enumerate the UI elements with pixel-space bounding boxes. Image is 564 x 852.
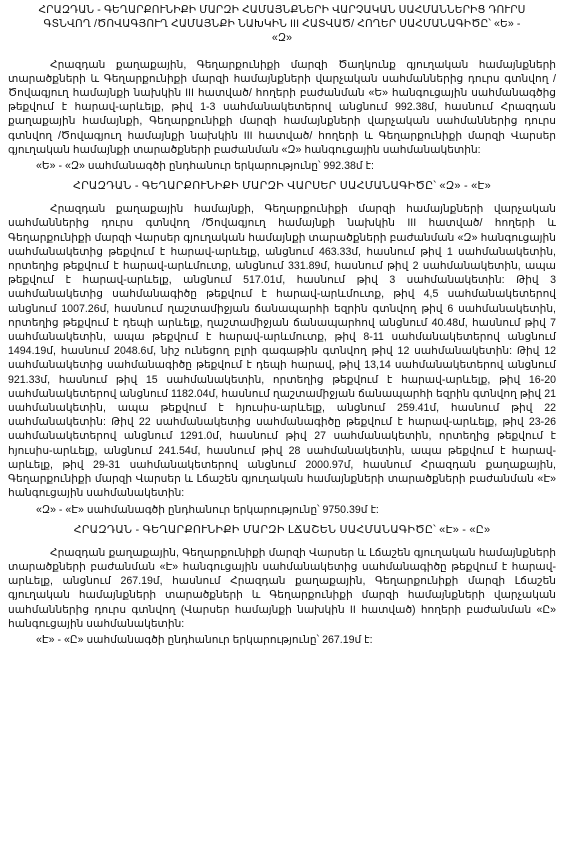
section-paragraph: Հրազդան քաղաքային համայնքի, Գեղարքունիքի մարզի համայնքների վարչական սահմաններից դուրս գտնվող /Ծովագյուղ համայնքի նախկին III հատված/ հողերի և Գեղարքունիքի մարզի Վարսեր գյուղական համայնքի տարածքների բաժանման «Զ» հանգուցային սահմանակետից թեքվում է հարավ-արևելք, անցնում 463.33մ, հասնում թիվ 1 սահմանակետին, որտեղից թեքվում է հարավ-արևմուտք, անցնում 331.89մ, հասնում թիվ 2 սահմանակետին, ապա թեքվում է հարավ-արևելք, անցնում 517.01մ, հասնում թիվ 3 սահմանակետին: Թիվ 3 սահմանակետից սահմանագիծը թեքվում է հարավ-արևմուտք, թիվ 4,5 սահմանակետերով անցնում 1007.26մ, հասնում ղաշտամիջյան ճանապարհի եզրին գտնվող թիվ 6 սահմանակետին, որտեղից թեքվում է դեպի արևելք, ղաշտամիջյան ճանապարհով անցնում 40.48մ, հասնում թիվ 7 սահմանակետին, ապա թեքվում է հարավ-արևմուտք, թիվ 8-11 սահմանակետերով անցնում 1494.19մ, հասնում 2048.6մ, նիշ ունեցող բլրի գագաթին գտնվող թիվ 12 սահմանակետին: Թիվ 12 սահմանակետից սահմանագիծը թեքվում է դեպի հարավ, թիվ 13,14 սահմանակետերով անցնում 921.33մ, հասնում թիվ 15 սահմանակետին, որտեղից թեքվում է հարավ-արևելք, թիվ 16-20 սահմանակետերով անցնում 1182.04մ, հասնում ղաշտամիջյան ճանապարհի եզրին գտնվող թիվ 21 սահմանակետին, ապա թեքվում է հյուսիս-արևելք, անցնում 259.41մ, հասնում թիվ 22 սահմանակետին: Թիվ 22 սահմանակետից սահմանագիծը թեքվում է հարավ-արևելք, թիվ 23-26 սահմանակետերով անցնում 1291.0մ, հասնում թիվ 27 սահմանակետին, որտեղից թեքվում է հյուսիս-արևելք, անցնում 241.54մ, հասնում թիվ 28 սահմանակետին, ապա թեքվում է հարավ-արևելք, թիվ 29-31 սահմանակետերով անցնում 2000.97մ, հասնում Հրազդան քաղաքային, Գեղարքունիքի մարզի Վարսեր և Լճաշեն գյուղական համայնքների տարածքների բաժանման «Է» հանգուցային սահմանակետին: (8, 203, 556, 500)
section-title: ՀՐԱԶԴԱՆ - ԳԵՂԱՐՔՈՒՆԻՔԻ ՄԱՐԶԻ ՎԱՐՍԵՐ ՍԱՀՄԱՆԱԳԻԾԸ՝ «Զ» - «Է» (73, 180, 491, 193)
section-z-e (8, 179, 556, 516)
section-result: «Ե» - «Զ» սահմանագծի ընդհանուր երկարությունը՝ 992.38մ է: (36, 160, 374, 173)
section-e-z (8, 58, 556, 174)
section-title: ՀՐԱԶԴԱՆ - ԳԵՂԱՐՔՈՒՆԻՔԻ ՄԱՐԶԻ ԼՃԱՇԵՆ ՍԱՀՄԱՆԱԳԻԾԸ՝ «Է» - «Ը» (73, 523, 491, 536)
document-heading-line-3: «Զ» (271, 32, 293, 45)
section-paragraph: Հրազդան քաղաքային, Գեղարքունիքի մարզի Վարսեր և Լճաշեն գյուղական համայնքների տարածքների բաժանման «Է» հանգուցային սահմանակետից սահմանագիծը թեքվում է հարավ-արևելք, անցնում 267.19մ, հասնում Հրազդան քաղաքային, Գեղարքունիքի մարզի Լճաշեն գյուղական համայնքների տարածքների և Գեղարքունիքի մարզի համայնքների վարչական սահմաններից դուրս գտնվող (Վարսեր համայնքի նախկին II հատված) հողերի բաժանման «Ը» հանգուցային սահմանակետին: (8, 546, 556, 630)
section-result: «Է» - «Ը» սահմանագծի ընդհանուր երկարությունը՝ 267.19մ է: (36, 633, 373, 646)
document-heading-line-1: ՀՐԱԶԴԱՆ - ԳԵՂԱՐՔՈՒՆԻՔԻ ՄԱՐԶԻ ՀԱՄԱՅՆՔՆԵՐԻ ՎԱՐՉԱԿԱՆ ՍԱՀՄԱՆՆԵՐԻՑ ԴՈՒՐՍ (38, 4, 526, 16)
section-e-y (8, 523, 556, 647)
section-result: «Զ» - «Է» սահմանագծի ընդհանուր երկարությունը՝ 9750.39մ է: (36, 503, 379, 516)
document-heading-line-2: ԳՏՆՎՈՂ /ԾՈՎԱԳՅՈՒՂ ՀԱՄԱՅՆՔԻ ՆԱԽԿԻՆ III ՀԱՏՎԱԾ/ ՀՈՂԵՐ ՍԱՀՄԱՆԱԳԻԾԸ՝ «Ե» - (43, 18, 521, 31)
section-paragraph: Հրազդան քաղաքային, Գեղարքունիքի մարզի Ծաղկունք գյուղական համայնքների տարածքների և Գեղարքունիքի մարզի համայնքների վարչական սահմաններից դուրս գտնվող /Ծովագյուղ համայնքի նախկին III հատված/ հողերի բաժանման «Ե» հանգուցային սահմանագծից թեքվում է հարավ-արևելք, թիվ 1-3 սահմանակետերով անցնում 992.38մ, հասնում Հրազդան քաղաքային համայնքի, Գեղարքունիքի մարզի համայնքների վարչական սահմաններից դուրս գտնվող /Ծովագյուղ համայնքի նախկին III հատված/ հողերի և Գեղարքունիքի մարզի Վարսեր գյուղական համայնքի տարածքների բաժանման «Զ» հանգուցային սահմանակետին: (8, 58, 556, 156)
